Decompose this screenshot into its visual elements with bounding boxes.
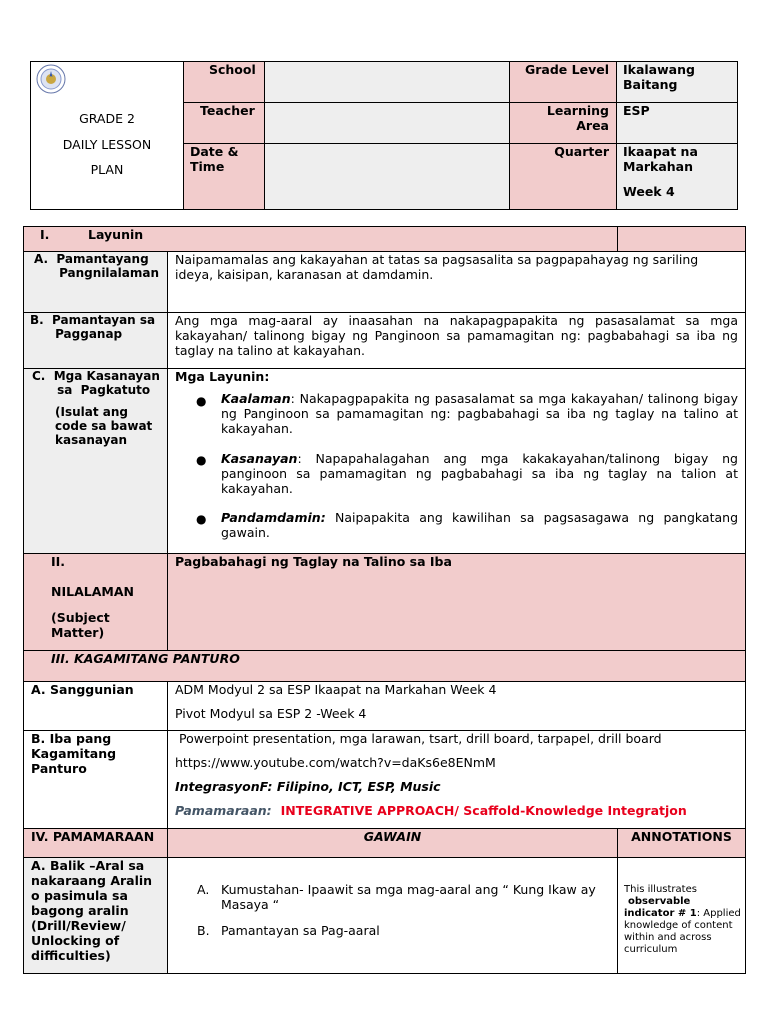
quarter-value-text: Ikaapat na Markahan bbox=[623, 144, 698, 174]
balik-aral-content bbox=[167, 857, 618, 974]
layunin-title: Layunin bbox=[88, 227, 144, 242]
teacher-field[interactable] bbox=[264, 102, 510, 144]
objective-3-text: Naipapakita ang kawilihan sa pagsasagawa ng pangkatang gawain. bbox=[221, 510, 738, 540]
objective-1 bbox=[221, 391, 738, 436]
date-time-label: Date & Time bbox=[183, 143, 265, 210]
date-time-field[interactable] bbox=[264, 143, 510, 210]
annotation-body bbox=[624, 896, 741, 956]
layunin-header-annotation bbox=[617, 226, 746, 252]
pamamaraan-label: Pamamaraan: bbox=[175, 803, 272, 818]
learning-area-label: Learning Area bbox=[509, 102, 617, 144]
grade-level-value: Ikalawang Baitang bbox=[616, 61, 738, 103]
sanggunian-line-1: ADM Modyul 2 sa ESP Ikaapat na Markahan Week 4 bbox=[175, 682, 497, 697]
annotation-indicator: observable indicator # 1 bbox=[624, 896, 697, 919]
objective-bullet-3: ● bbox=[196, 512, 207, 526]
pagganap-text: Ang mga mag-aaral ay inaasahan na nakapagpapakita ng pasasalamat sa mga kakayahan/ talinong bigay ng Panginoon sa pamamagitan ng: pagbabahagi sa iba ng taglay na talino at kakayahan. bbox=[167, 312, 746, 369]
gawain-header: GAWAIN bbox=[167, 828, 618, 858]
pamamaraan-line bbox=[175, 803, 745, 818]
teacher-label: Teacher bbox=[183, 102, 265, 144]
nilalaman-num: II. bbox=[51, 554, 66, 569]
header-title-cell bbox=[30, 61, 184, 210]
pangnilalaman-label: A. Pamantayang Pangnilalaman bbox=[23, 251, 168, 313]
nilalaman-sub: (Subject Matter) bbox=[51, 610, 110, 640]
objective-2 bbox=[221, 451, 738, 496]
pagganap-label: B. Pamantayan sa Pagganap bbox=[23, 312, 168, 369]
iba-pang-content bbox=[167, 730, 746, 829]
quarter-value bbox=[616, 143, 738, 210]
activity-marker-b: B. bbox=[197, 923, 210, 938]
objective-1-text: : Nakapagpapakita ng pasasalamat sa mga kakayahan/ talinong bigay ng Panginoon sa pamamagitan ng: pagbabahagi sa iba ng taglay na talino at kakayahan. bbox=[221, 391, 738, 436]
annotations-header: ANNOTATIONS bbox=[617, 828, 746, 858]
pangnilalaman-text: Naipamamalas ang kakayahan at tatas sa pagsasalita sa pagpapahayag ng sariling ideya, kaisipan, karanasan at damdamin. bbox=[167, 251, 746, 313]
school-field[interactable] bbox=[264, 61, 510, 103]
objective-bullet-2: ● bbox=[196, 453, 207, 467]
annotation-intro: This illustrates bbox=[624, 884, 697, 895]
nilalaman-label-cell bbox=[23, 553, 168, 651]
week-text: Week 4 bbox=[623, 184, 675, 199]
layunin-header bbox=[23, 226, 618, 252]
quarter-label: Quarter bbox=[509, 143, 617, 210]
sanggunian-label: A. Sanggunian bbox=[23, 681, 168, 731]
pamamaraan-header-label: IV. PAMAMARAAN bbox=[23, 828, 168, 858]
youtube-link[interactable]: https://www.youtube.com/watch?v=daKs6e8ENmM bbox=[175, 755, 496, 770]
kasanayan-label: C. Mga Kasanayan sa Pagkatuto bbox=[32, 369, 160, 397]
objective-2-text: : Napapahalagahan ang mga kakakayahan/talinong bigay ng panginoon sa pamamagitan ng pagbabahagi sa iba ng taglay na talion at kakayahan. bbox=[221, 451, 738, 496]
daily-text: DAILY LESSON bbox=[62, 137, 152, 152]
grade-text: GRADE 2 bbox=[79, 111, 135, 126]
sanggunian-content bbox=[167, 681, 746, 731]
balik-aral-label: A. Balik –Aral sa nakaraang Aralin o pasimula sa bagong aralin (Drill/Review/ Unlocking of difficulties) bbox=[23, 857, 168, 974]
materials-line: Powerpoint presentation, mga larawan, tsart, drill board, tarpapel, drill board bbox=[175, 731, 662, 746]
mga-layunin-heading: Mga Layunin: bbox=[175, 369, 270, 384]
objective-2-term: Kasanayan bbox=[221, 451, 298, 466]
annotation-rest: : Applied knowledge of content within and across curriculum bbox=[624, 908, 741, 955]
objective-1-term: Kaalaman bbox=[221, 391, 291, 406]
learning-area-value: ESP bbox=[616, 102, 738, 144]
deped-seal-logo bbox=[36, 64, 66, 94]
school-label: School bbox=[183, 61, 265, 103]
objective-bullet-1: ● bbox=[196, 394, 207, 408]
iba-pang-label: B. Iba pang Kagamitang Panturo bbox=[23, 730, 168, 829]
sanggunian-line-2: Pivot Modyul sa ESP 2 -Week 4 bbox=[175, 706, 367, 721]
integrasyon-line: IntegrasyonF: Filipino, ICT, ESP, Music bbox=[175, 779, 441, 794]
objective-3 bbox=[221, 510, 738, 540]
pamamaraan-value: INTEGRATIVE APPROACH/ Scaffold-Knowledge Integratjon bbox=[280, 803, 687, 818]
nilalaman-content: Pagbabahagi ng Taglay na Talino sa Iba bbox=[167, 553, 746, 651]
objective-3-term: Pandamdamin: bbox=[221, 510, 326, 525]
activity-a: Kumustahan- Ipaawit sa mga mag-aaral ang “ Kung Ikaw ay Masaya “ bbox=[221, 882, 596, 912]
layunin-num: I. bbox=[40, 227, 50, 242]
grade-level-label: Grade Level bbox=[509, 61, 617, 103]
plan-text: PLAN bbox=[90, 162, 124, 177]
activity-marker-a: A. bbox=[197, 882, 210, 897]
nilalaman-title: NILALAMAN bbox=[51, 584, 134, 599]
kasanayan-note: (Isulat ang code sa bawat kasanayan bbox=[55, 405, 153, 447]
kagamitan-header: III. KAGAMITANG PANTURO bbox=[23, 650, 746, 682]
kasanayan-label-cell bbox=[23, 368, 168, 554]
annotation-cell bbox=[617, 857, 746, 974]
activity-b: Pamantayan sa Pag-aaral bbox=[221, 923, 380, 938]
